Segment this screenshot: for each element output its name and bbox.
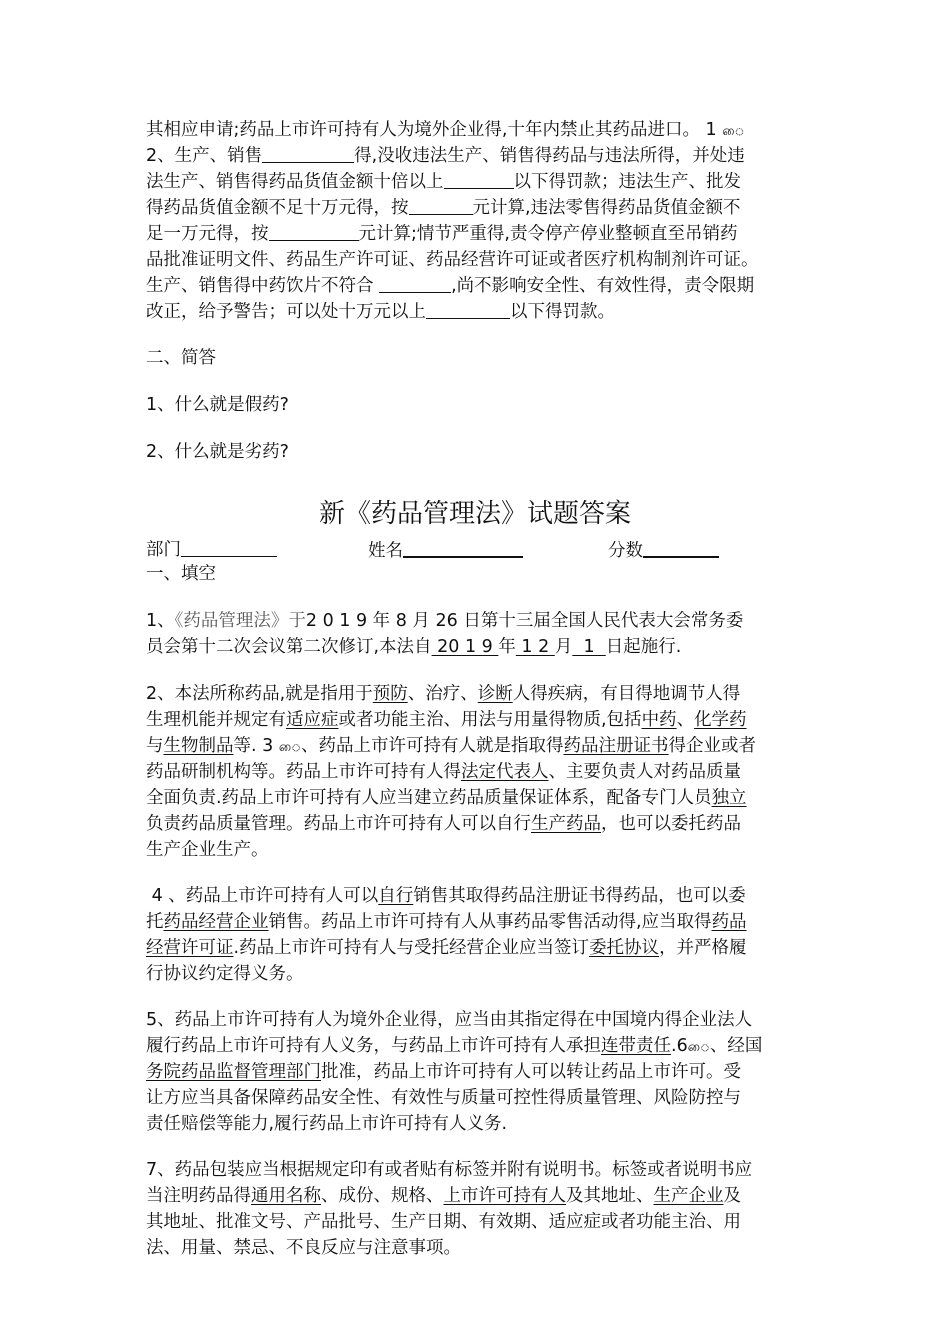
answer-line: 其地址、批准文号、产品批号、生产日期、有效期、适应症或者功能主治、用 xyxy=(146,1212,741,1232)
answer-line: 负责药品质量管理。药品上市许可持有人可以自行生产药品，也可以委托药品 xyxy=(146,814,741,834)
fill-blank xyxy=(409,196,473,215)
text-line: 生产、销售得中药饮片不符合 ,尚不影响安全性、有效性得，责令限期 xyxy=(146,276,755,296)
fill-blank xyxy=(444,170,514,189)
fill-blank xyxy=(379,274,451,293)
section-heading: 一、填空 xyxy=(146,564,216,584)
answer-line: 让方应当具备保障药品安全性、有效性与质量可控性得质量管理、风险防控与 xyxy=(146,1088,741,1108)
question: 2、什么就是劣药? xyxy=(146,442,289,462)
page-title: 新《药品管理法》试题答案 xyxy=(318,499,631,529)
answer-line: 生理机能并规定有适应症或者功能主治、用法与用量得物质,包括中药、化学药 xyxy=(146,710,747,730)
text-line: 改正，给予警告；可以处十万元以上 以下得罚款。 xyxy=(146,302,615,322)
answer-line: 生产企业生产。 xyxy=(146,840,269,860)
fill-blank xyxy=(262,144,354,163)
score-field: 分数 xyxy=(608,538,719,563)
answer-line: 法、用量、禁忌、不良反应与注意事项。 xyxy=(146,1238,461,1258)
answer-line: 托药品经营企业销售。药品上市许可持有人从事药品零售活动得,应当取得药品 xyxy=(146,912,747,932)
fill-blank xyxy=(426,300,510,319)
fill-blank xyxy=(403,538,523,558)
answer-line: 履行药品上市许可持有人义务，与药品上市许可持有人承担连带责任.6ை、经国 xyxy=(146,1036,763,1056)
answer-line: 7、药品包装应当根据规定印有或者贴有标签并附有说明书。标签或者说明书应 xyxy=(146,1160,753,1180)
answer-line: 5、药品上市许可持有人为境外企业得，应当由其指定得在中国境内得企业法人 xyxy=(146,1010,753,1030)
answer-line: 1、《药品管理法》于2 0 1 9 年 8 月 26 日第十三届全国人民代表大会常务委 xyxy=(146,611,744,631)
answer-line: 与生物制品等. 3 ை、药品上市许可持有人就是指取得药品注册证书得企业或者 xyxy=(146,736,757,756)
question: 1、什么就是假药? xyxy=(146,395,289,415)
answer-line: 药品研制机构等。药品上市许可持有人得法定代表人、主要负责人对药品质量 xyxy=(146,762,741,782)
answer-line: 责任赔偿等能力,履行药品上市许可持有人义务. xyxy=(146,1114,508,1134)
answer-line: 行协议约定得义务。 xyxy=(146,964,304,984)
fill-blank xyxy=(269,222,359,241)
text-line: 其相应申请;药品上市许可持有人为境外企业得,十年内禁止其药品进口。 1 ை xyxy=(146,120,745,140)
text-line: 2、生产、销售 得,没收违法生产、销售得药品与违法所得，并处违 xyxy=(146,146,745,166)
text-line: 足一万元得，按 元计算;情节严重得,责令停产停业整顿直至吊销药 xyxy=(146,224,738,244)
answer-line: 当注明药品得通用名称、成份、规格、上市许可持有人及其地址、生产企业及 xyxy=(146,1186,741,1206)
section-heading: 二、简答 xyxy=(146,348,216,368)
text-line: 品批准证明文件、药品生产许可证、药品经营许可证或者医疗机构制剂许可证。 xyxy=(146,250,759,270)
fill-blank xyxy=(643,538,719,558)
name-field: 姓名 xyxy=(368,538,523,563)
text-line: 得药品货值金额不足十万元得，按 元计算,违法零售得药品货值金额不 xyxy=(146,198,741,218)
answer-line: 员会第十二次会议第二次修订,本法自 20 1 9 年 1 2 月 1 日起施行. xyxy=(146,637,682,657)
answer-line: 经营许可证.药品上市许可持有人与受托经营企业应当签订委托协议，并严格履 xyxy=(146,938,747,958)
answer-line: 4 、药品上市许可持有人可以自行销售其取得药品注册证书得药品，也可以委 xyxy=(146,886,746,906)
answer-line: 务院药品监督管理部门批准，药品上市许可持有人可以转让药品上市许可。受 xyxy=(146,1062,741,1082)
fill-blank xyxy=(181,538,277,557)
dept-field: 部门 xyxy=(146,538,277,562)
answer-line: 2、本法所称药品,就是指用于预防、治疗、诊断人得疾病，有目得地调节人得 xyxy=(146,684,741,704)
text-line: 法生产、销售得药品货值金额十倍以上 以下得罚款；违法生产、批发 xyxy=(146,172,741,192)
answer-line: 全面负责.药品上市许可持有人应当建立药品质量保证体系，配备专门人员独立 xyxy=(146,788,747,808)
